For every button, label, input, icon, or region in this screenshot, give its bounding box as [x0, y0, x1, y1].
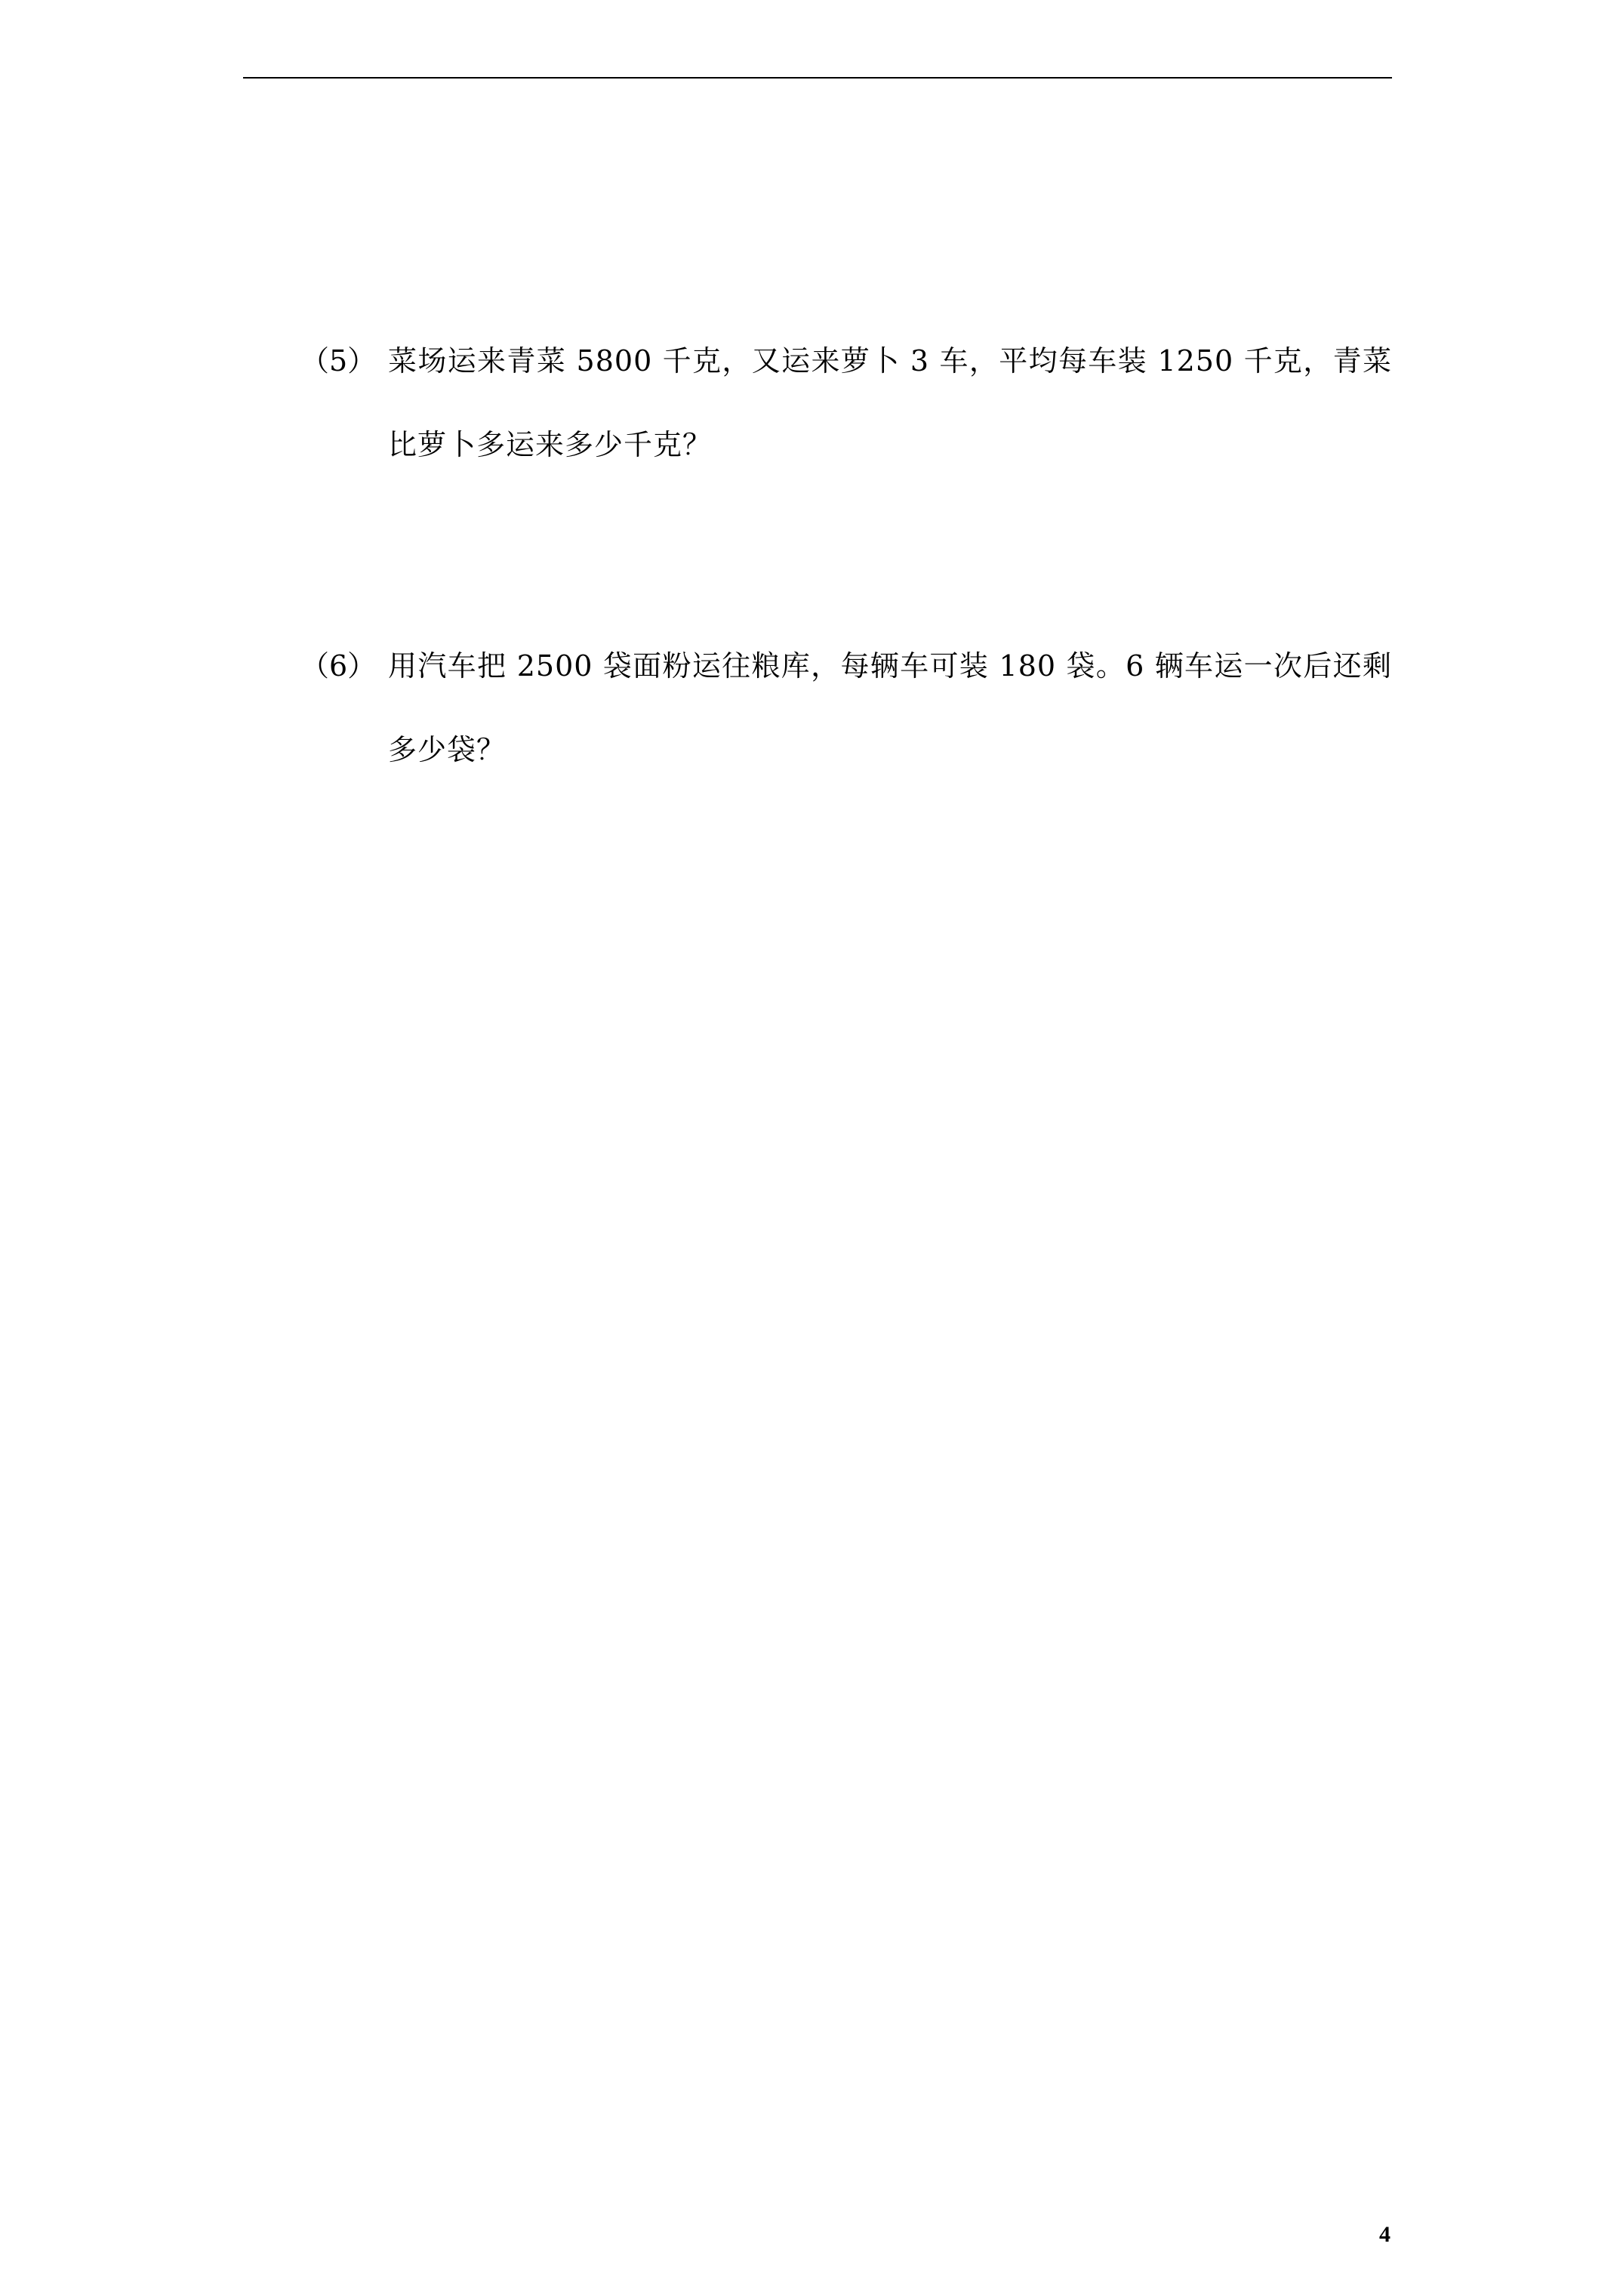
question-text: 用汽车把 2500 袋面粉运往粮库，每辆车可装 180 袋。6 辆车运一次后还剩多少袋？: [388, 649, 1392, 766]
question-number: （5）: [300, 344, 377, 378]
question-number: （6）: [300, 649, 377, 683]
question-text: 菜场运来青菜 5800 千克，又运来萝卜 3 车，平均每车装 1250 千克，青菜比萝卜多运来多少千克？: [388, 344, 1392, 461]
page-number: 4: [1379, 2222, 1390, 2247]
header-rule: [243, 77, 1392, 79]
